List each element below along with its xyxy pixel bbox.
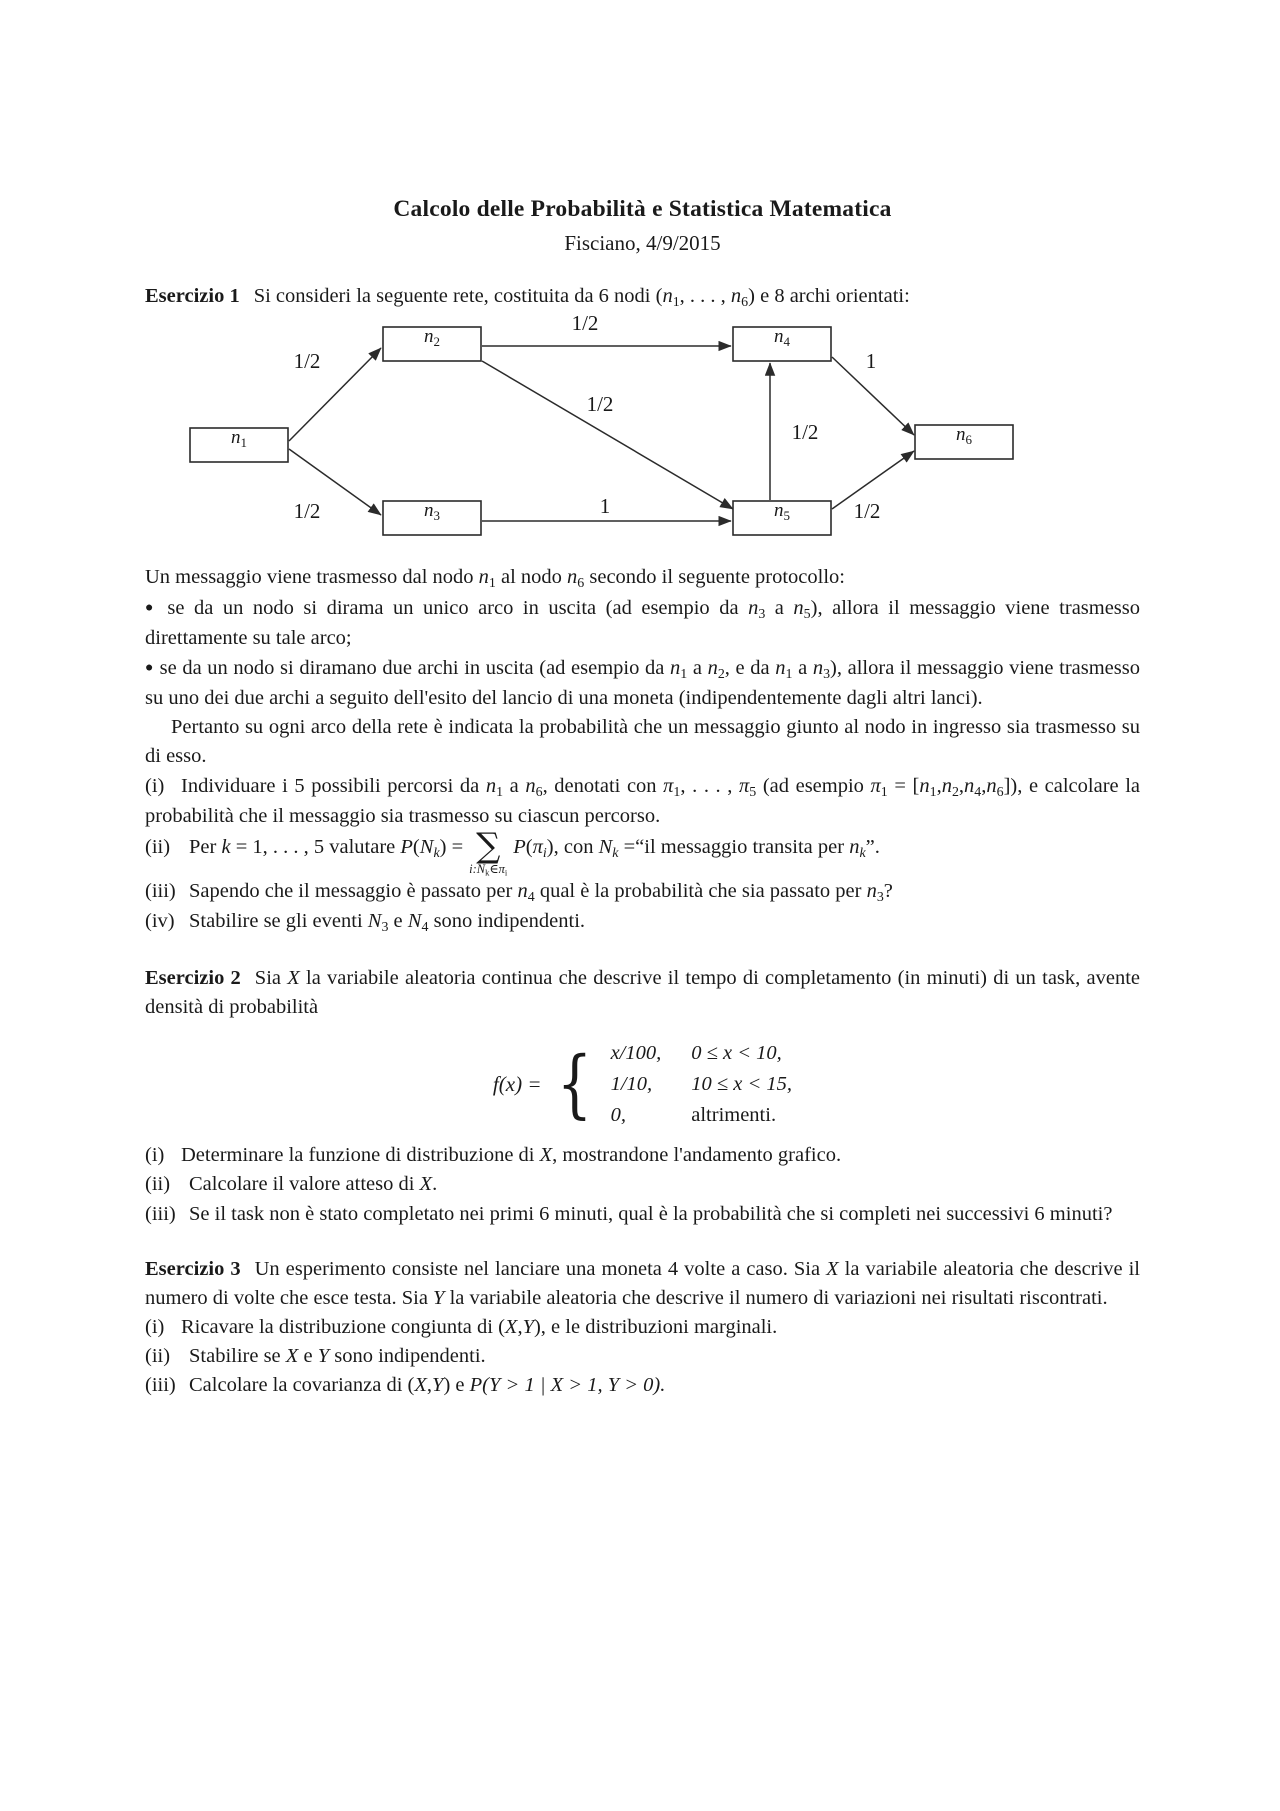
node-label-n5: $n_5$ [774, 500, 790, 524]
exercise3-item-i [145, 1313, 1140, 1342]
edge-label-n5-n4: 1/2 [791, 420, 819, 445]
bullet2-text-mid1: a [687, 656, 708, 679]
sym-n2: $n_2$ [707, 656, 725, 682]
bullet1-text-post: ), allora il messaggio viene trasmesso direttamente su tale arco; [145, 596, 1141, 650]
item-iv-a: Stabilire se gli eventi [189, 910, 368, 933]
item-ii-eq: = 1, . . . , 5 valutare [230, 836, 401, 859]
sym-k: k [221, 836, 231, 859]
bullet1-text-pre: se da un nodo si dirama un unico arco in uscita (ad esempio da [167, 596, 749, 619]
item-i-a: Individuare i 5 possibili percorsi da [181, 774, 486, 797]
sym-n6-b: $n_6$ [567, 566, 585, 591]
exercise1-item-iii [145, 877, 1140, 908]
path-n2: $n_2$ [941, 774, 959, 800]
sym-N3: $N_3$ [367, 910, 389, 936]
exercise2-item-i [145, 1141, 1140, 1170]
exercise1-intro [145, 282, 1140, 313]
left-brace-icon: { [557, 1041, 593, 1128]
sym-Nk-b: $N_k$ [598, 836, 619, 862]
item-label-i: (i) [145, 774, 165, 797]
exercise3-label: Esercizio 3 [145, 1257, 241, 1280]
edge-label-n5-n6: 1/2 [853, 499, 881, 524]
sym-Y-d: Y [432, 1374, 444, 1397]
exercise2-intro-b: la variabile aleatoria continua che descrive il tempo di completamento (in minuti) di un task, avente densità di probabilità [145, 967, 1140, 1019]
item-iv-c: sono indipendenti. [428, 910, 586, 933]
sym-X-b: X [539, 1144, 553, 1167]
e3-item-label-iii: (iii) [145, 1374, 176, 1397]
case-2-expr: 0, [610, 1104, 626, 1127]
summation-limits: $i:N_k\in\pi_i$ [469, 861, 508, 878]
item-iv-b: e [388, 910, 408, 933]
item-i-e: ), e calcolare la probabilità che il messaggio sia trasmesso su ciascun percorso. [145, 774, 1141, 828]
exercise1-item-iv [145, 907, 1140, 938]
e3-item-ii-a: Stabilire se [189, 1344, 286, 1367]
exercise1-intro-dots: , . . . , [679, 285, 726, 308]
e2-item-ii-b: . [432, 1173, 438, 1196]
e3-item-iii-d: P(Y > 1 | X > 1, Y > 0). [469, 1374, 666, 1397]
exercise1-bullet-2 [145, 654, 1140, 714]
document-content [145, 0, 1140, 1400]
exercise3-item-iii [145, 1371, 1140, 1400]
exercise2-item-iii [145, 1200, 1140, 1229]
summation-symbol [469, 826, 508, 878]
sym-n1: $n_1$ [662, 285, 680, 311]
edge-n2-n5 [482, 361, 733, 509]
exercise1-protocol-intro: Un messaggio viene trasmesso dal nodo $n_1$ al nodo $n_6$ secondo il seguente protocollo: [145, 566, 845, 591]
item-i-c: , denotati con [542, 774, 664, 797]
density-function-equation [145, 1042, 1140, 1127]
e2-item-ii-a: Calcolare il valore atteso di [189, 1173, 420, 1196]
sym-X: X [287, 967, 300, 990]
e3-item-i-c: ), e le distribuzioni marginali. [533, 1315, 778, 1338]
e2-item-label-i: (i) [145, 1144, 165, 1167]
page-title: Calcolo delle Probabilità e Statistica Matematica [393, 196, 892, 222]
exercise3-item-ii [145, 1342, 1140, 1371]
item-label-ii: (ii) [145, 836, 171, 859]
item-ii-c: =“il messaggio transita per [618, 836, 850, 859]
exercise1-p2-text: Pertanto su ogni arco della rete è indicata la probabilità che un messaggio giunto al nodo in ingresso sia trasmesso su di esso. [145, 716, 1140, 768]
item-i-b: a [503, 774, 526, 797]
bullet2-text-mid2: , e da [724, 656, 776, 679]
item-i-d: (ad esempio [756, 774, 871, 797]
e2-item-i-a: Determinare la funzione di distribuzione di [181, 1144, 540, 1167]
exercise2-item-ii [145, 1170, 1140, 1199]
e3-item-iii-b: , [426, 1374, 433, 1397]
bullet2-text-pre: se da un nodo si diramano due archi in uscita (ad esempio da [159, 656, 670, 679]
sym-pi5: $\pi_5$ [738, 774, 757, 800]
item-iii-b: qual è la probabilità che sia passato per [534, 879, 867, 902]
sym-n5: $n_5$ [793, 596, 811, 622]
exercise1-paragraph-2 [145, 713, 1140, 771]
piecewise-cases [603, 1042, 792, 1127]
exercise1-bullet-1 [145, 594, 1140, 654]
exercise1-item-i: (i) Individuare i 5 possibili percorsi da $n_1$ a $n_6$, denotati con $\pi_1$, . . . , $\pi_5$ (ad esempio $\pi_1 = [n_1,n_2,n_4,n_6]$), e calcolare la probabilità che il messaggio sia trasmesso su ciascun percorso. [145, 772, 1140, 832]
e3-item-label-i: (i) [145, 1315, 165, 1338]
sym-X-e: X [504, 1315, 518, 1338]
exercise1-label: Esercizio 1 [145, 285, 240, 308]
path-n4: $n_4$ [964, 774, 982, 800]
exercise3-intro [145, 1255, 1140, 1313]
sym-Ppi: P [513, 836, 526, 859]
edge-label-n2-n4: 1/2 [571, 313, 599, 336]
sym-X-d: X [826, 1257, 839, 1280]
node-label-n2: $n_2$ [424, 326, 440, 350]
path-n6: $n_6$ [986, 774, 1004, 800]
sym-n6: $n_6$ [730, 285, 749, 311]
sym-n3-c: $n_3$ [866, 879, 884, 905]
bullet2-text-mid3: a [792, 656, 813, 679]
e2-item-iii-text: Se il task non è stato completato nei primi 6 minuti, qual è la probabilità che si completi nei successivi 6 minuti? [189, 1202, 1113, 1225]
item-ii-a: Per [189, 836, 222, 859]
item-ii-d: ”. [865, 836, 880, 859]
node-label-n3: $n_3$ [424, 500, 440, 524]
network-diagram [145, 313, 1140, 548]
exercise2-intro-a: Sia [254, 967, 288, 990]
node-label-n1: $n_1$ [231, 427, 247, 451]
sym-X-f: X [285, 1344, 299, 1367]
path-n1: $n_1$ [919, 774, 937, 800]
sym-pi1: $\pi_1$ [663, 774, 681, 800]
bullet1-text-mid: a [765, 596, 794, 619]
exercise2-label: Esercizio 2 [145, 967, 241, 990]
sym-Y-b: Y [522, 1315, 534, 1338]
item-label-iv: (iv) [145, 910, 175, 933]
sym-X-c: X [419, 1173, 433, 1196]
exercise3-intro-c: la variabile aleatoria che descrive il numero di variazioni nei risultati riscontrati. [444, 1286, 1108, 1309]
bullet-icon-2: ● [145, 659, 154, 675]
sym-pii: $\pi_i$ [532, 836, 547, 862]
edge-label-n1-n2: 1/2 [293, 349, 321, 374]
fx-label: f(x) = [492, 1072, 542, 1097]
exercise1-intro-text-b: ) e 8 archi orientati: [748, 285, 910, 308]
exercise1-intro-text-a: Si consideri la seguente rete, costituita da 6 nodi ( [253, 285, 663, 308]
item-iii-c: ? [883, 879, 893, 902]
e2-item-i-b: , mostrandone l'andamento grafico. [552, 1144, 842, 1167]
sym-n1-e: $n_1$ [485, 774, 504, 800]
e3-item-i-a: Ricavare la distribuzione congiunta di ( [181, 1315, 505, 1338]
sym-Nk: $N_k$ [419, 836, 440, 862]
sym-Y-c: Y [317, 1344, 330, 1367]
edge-label-n2-n5: 1/2 [586, 392, 614, 417]
sym-n1-c: $n_1$ [669, 656, 688, 682]
sym-nk: $n_k$ [849, 836, 866, 862]
sym-n4: $n_4$ [517, 879, 535, 905]
case-0-cond: 0 ≤ x < 10, [691, 1042, 782, 1065]
e3-item-ii-c: sono indipendenti. [329, 1344, 486, 1367]
sym-n3-b: $n_3$ [812, 656, 831, 682]
exercise3-intro-a: Un esperimento consiste nel lanciare una moneta 4 volte a caso. Sia [254, 1257, 827, 1280]
edge-label-n1-n3: 1/2 [293, 499, 321, 524]
case-2-cond: altrimenti. [691, 1104, 777, 1127]
item-label-iii: (iii) [145, 879, 176, 902]
sigma-icon: ∑ [476, 826, 501, 867]
sym-n1-b: $n_1$ [478, 566, 496, 591]
sym-N4: $N_4$ [407, 910, 429, 936]
e3-item-ii-b: e [298, 1344, 318, 1367]
item-ii-b: , con [553, 836, 599, 859]
e3-item-label-ii: (ii) [145, 1344, 171, 1367]
node-label-n4: $n_4$ [774, 326, 790, 350]
exercise1-item-ii: (ii) Per k = 1, . . . , 5 valutare $P(N_k)$ = ∑ $i:N_k\in\pi_i$ $P(\pi_i)$, con $N_k$ =“il messaggio transita per $n_k$”. [145, 826, 880, 878]
e2-item-label-iii: (iii) [145, 1202, 176, 1225]
exercise2-intro [145, 964, 1140, 1022]
item-iii-a: Sapendo che il messaggio è passato per [189, 879, 518, 902]
sym-X-g: X [414, 1374, 427, 1397]
exercise3-intro-b: la variabile aleatoria che descrive il numero di volte che esce testa. Sia [145, 1257, 1140, 1309]
sym-Y: Y [433, 1286, 445, 1309]
sym-n6-c: $n_6$ [525, 774, 543, 800]
e3-item-iii-a: Calcolare la covarianza di ( [189, 1374, 415, 1397]
e3-item-i-b: , [517, 1315, 523, 1338]
bullet-icon: ● [145, 600, 158, 616]
sym-n3: $n_3$ [748, 596, 766, 622]
case-1-cond: 10 ≤ x < 15, [691, 1073, 793, 1096]
case-0-expr: x/100, [610, 1042, 662, 1065]
bullet2-text-post: ), allora il messaggio viene trasmesso su uno dei due archi a seguito dell'esito del lancio di una moneta (indipendentemente dagli altri lanci). [145, 656, 1140, 710]
sym-pi1-b: $\pi_1$ [870, 774, 888, 800]
node-label-n6: $n_6$ [956, 424, 972, 448]
sym-n1-d: $n_1$ [775, 656, 793, 682]
case-1-expr: 1/10, [610, 1073, 653, 1096]
sym-PNk: P [400, 836, 413, 859]
edge-label-n4-n6: 1 [865, 349, 877, 374]
e2-item-label-ii: (ii) [145, 1173, 171, 1196]
page-subtitle: Fisciano, 4/9/2015 [564, 231, 721, 256]
e3-item-iii-c: ) e [443, 1374, 470, 1397]
edge-label-n3-n5: 1 [599, 494, 611, 519]
